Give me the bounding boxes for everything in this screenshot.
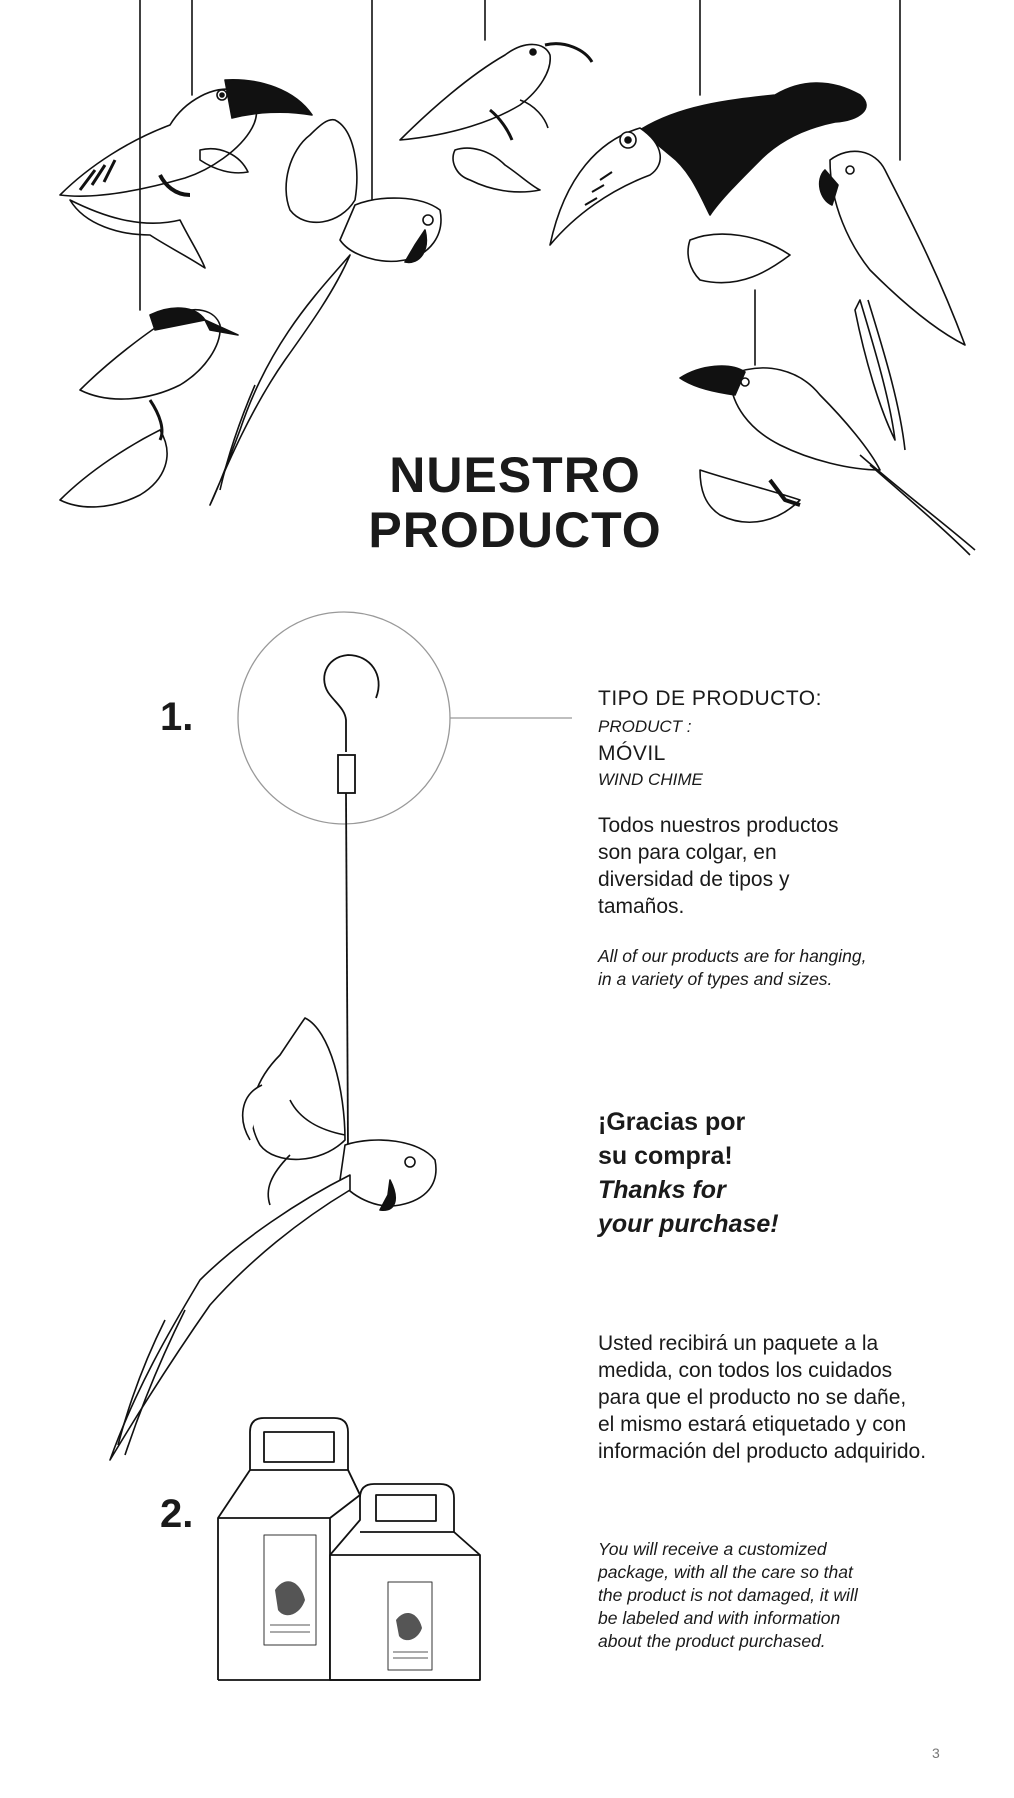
product-type-label-en: PRODUCT : xyxy=(598,717,692,736)
product-type-value: MÓVIL xyxy=(598,742,666,765)
product-type-value-en: WIND CHIME xyxy=(598,770,703,789)
thanks-en-line-2: your purchase! xyxy=(598,1210,779,1238)
page-number: 3 xyxy=(932,1745,940,1761)
thanks-en-line-1: Thanks for xyxy=(598,1176,726,1204)
section-number-1: 1. xyxy=(160,695,194,739)
product-description-en: All of our products are for hanging, in a variety of types and sizes. xyxy=(598,946,867,989)
package-description-es: Usted recibirá un paquete a la medida, con todos los cuidados para que el producto no se dañe, el mismo estará etiquetado y con información del producto adquirido. xyxy=(598,1332,927,1463)
gift-box-icon xyxy=(218,1418,480,1680)
thanks-es-line-2: su compra! xyxy=(598,1142,733,1170)
product-type-label: TIPO DE PRODUCTO: xyxy=(598,687,822,710)
title-line-2: PRODUCTO xyxy=(368,502,662,558)
thanks-es-line-1: ¡Gracias por xyxy=(598,1108,746,1136)
thanks-block xyxy=(598,1105,928,1241)
section-number-2: 2. xyxy=(160,1492,194,1536)
title-line-1: NUESTRO xyxy=(389,447,641,503)
product-description-es: Todos nuestros productos son para colgar, en diversidad de tipos y tamaños. xyxy=(598,814,839,918)
parrot-icon xyxy=(110,1018,436,1460)
package-description-en: You will receive a customized package, with all the care so that the product is not damaged, it will be labeled and with information about the product purchased. xyxy=(598,1539,858,1651)
